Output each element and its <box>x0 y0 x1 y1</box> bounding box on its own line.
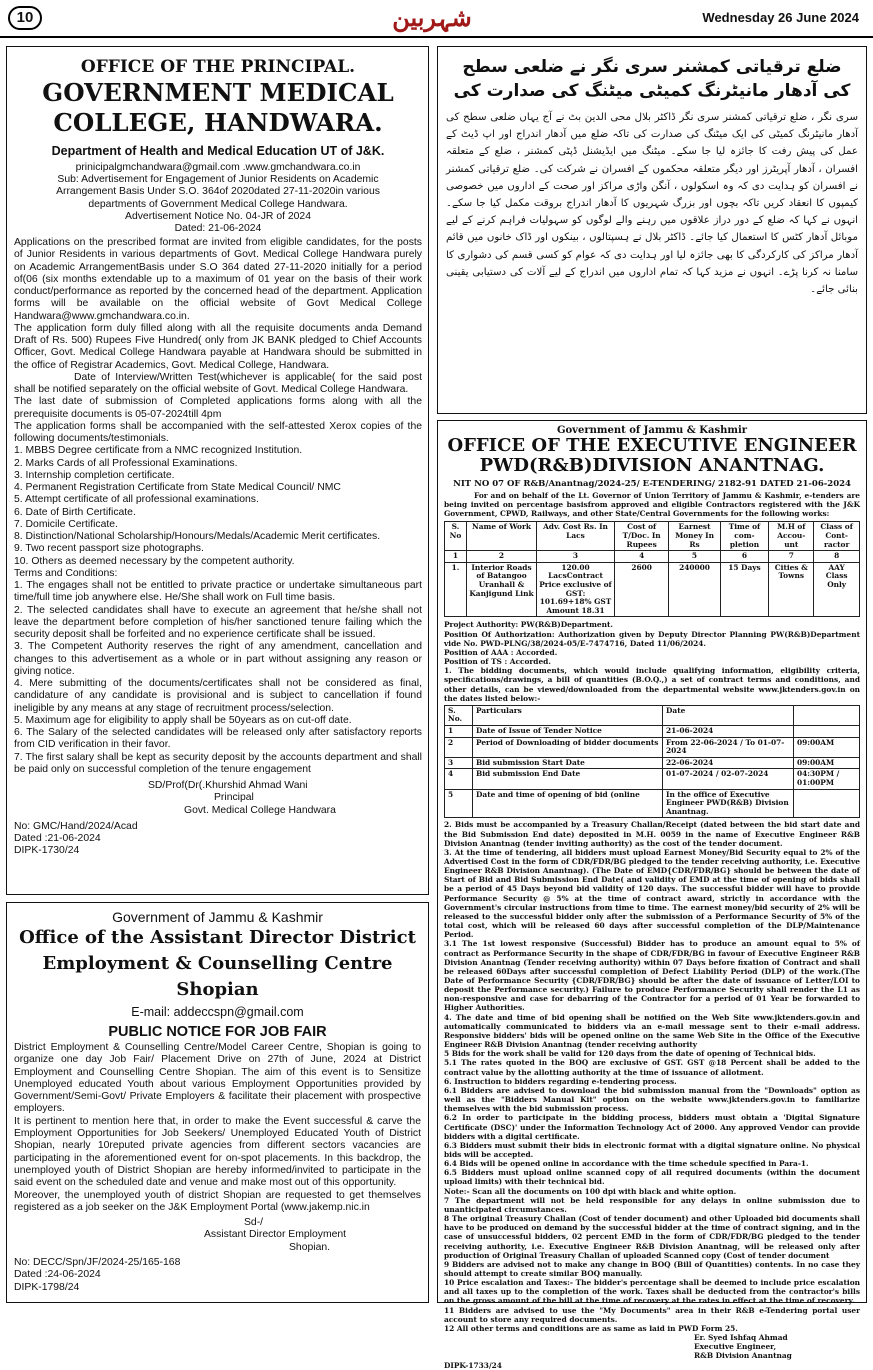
clause: 2. Bids must be accompanied by a Treasury Challan/Receipt (dated between the bid start date and the Bid Submission End date) deposited in M.H. 0059 in the name of Executive Engineer R&B Division Anantnag (tender inviting authority) as the cost of the tender document. <box>444 820 860 848</box>
header-cell: Date <box>663 705 794 725</box>
subject-line: departments of Government Medical College Handwara. <box>88 198 348 210</box>
paragraph: Project Authority: PW(R&B)Department. <box>444 620 613 630</box>
term-item: 1. The engages shall not be entitled to private practice or undertake simultaneous part time/full time job anywhere else. He/She shall work on Full time basis. <box>14 580 422 604</box>
document-item: 10. Others as deemed necessary by the competent authority. <box>14 555 295 567</box>
table-cell: Bid submission Start Date <box>473 757 663 769</box>
office-heading: OFFICE OF THE PRINCIPAL. <box>80 57 356 77</box>
table-cell: 120.00 LacsContract Price exclusive of GST: 101.69+18% GST Amount 18.31 <box>537 562 615 617</box>
table-cell: 1 <box>445 726 473 738</box>
reference-date: Dated :24-06-2024 <box>14 1269 101 1281</box>
notice-number: Advertisement Notice No. 04-JR of 2024 <box>125 210 311 222</box>
gmc-handwara-advertisement <box>6 46 429 895</box>
shopian-job-fair-advertisement <box>6 902 429 1303</box>
clause: 6. Instruction to bidders regarding e-tendering process. <box>444 1076 677 1086</box>
clause: 3.1 The 1st lowest responsive (Successful) Bidder has to produce an amount equal to 5% of contract as Performance Security in the shape of CDR/FDR/BG in favour of Executive Engineer R&B Division Anantnag (Tender receiving authority) within 07 Days before fixation of Contract and shall be released 60Days after successful completion of Defect Liability Period (DLP) of the work.(The Date of Performance Security {CDR/FDR/BG} should be after the date of issuance of Letter/LOI to deposit the Performance security.) Failure to produce Performance Security shall render the L1 as non-responsive and case for debarring of the Contractor for a period of 01 Year be forwarded to Higher Authorities. <box>444 939 860 1013</box>
schedule-table <box>444 705 860 819</box>
header-cell: Class of Cont-ractor <box>814 522 860 551</box>
office-title-line-2: PWD(R&B)DIVISION ANANTNAG. <box>479 455 825 476</box>
clause: 12 All other terms and conditions are as same as laid in PWD Form 25. <box>444 1323 738 1333</box>
page-masthead <box>0 0 873 38</box>
paragraph: It is pertinent to mention here that, in order to make the Event successful & carve the Employment Opportunities for Job Seekers/ Unemployed Educated Youth of District Shopian, nearly 10reputed private agencies from different sectors vacancies are participating in the aforementioned event for on-spot placements. In this backdrop, the unemployed youth of District Shopian are hereby informed/invited to participate in the said event on the scheduled date and venue and make most out of this opportunity. <box>14 1115 421 1189</box>
clause: 6.3 Bidders must submit their bids in electronic format with a digital signature online. No physical bids will be accepted. <box>444 1140 860 1159</box>
header-cell: S. No. <box>445 705 473 725</box>
table-cell: Date and time of opening of bid (online <box>473 789 663 818</box>
signatory-sd: Sd-/ <box>244 1217 264 1229</box>
header-cell: Cost of T/Doc. In Rupees <box>615 522 669 551</box>
document-item: 7. Domicile Certificate. <box>14 518 118 530</box>
table-cell: AAY Class Only <box>814 562 860 617</box>
index-cell: 3 <box>537 551 615 563</box>
document-item: 1. MBBS Degree certificate from a NMC recognized Institution. <box>14 445 303 457</box>
document-item: 8. Distinction/National Scholarship/Honours/Medals/Academic Merit certificates. <box>14 531 381 543</box>
office-title-line-1: Office of the Assistant Director District <box>19 927 416 948</box>
signatory-designation: Assistant Director Employment <box>204 1229 347 1241</box>
works-table <box>444 521 860 617</box>
table-cell: 3 <box>445 757 473 769</box>
clause: 5.1 The rates quoted in the BOQ are exclusive of GST. GST @18 Percent shall be added to the contract value by the allotting authority at the time of issuance of allotment. <box>444 1058 860 1077</box>
clause: 9 Bidders are advised not to make any change in BOQ (Bill of Quantities) contents. In no case they should attempt to create similar BOQ manually. <box>444 1259 860 1278</box>
notice-date: Dated: 21-06-2024 <box>174 223 262 235</box>
article-body: سری نگر ، ضلع ترقیاتی کمشنر سری نگر ڈاکٹر بلال محی الدین بٹ نے آج یہاں ضلعی سطح کی آدھار مانیٹرنگ کمیٹی کی ایک میٹنگ کی صدارت کی تاکہ ضلع میں آدھار اندراج اور اپ ڈیٹ کے عمل کی پیش رفت کا جائزہ لیا جا سکے۔ میٹنگ میں ایڈیشنل ڈپٹی کمشنر ، ضلع کے متعلقہ افسران ، آدھار آپریٹرز اور دیگر متعلقہ محکموں کے افسران نے شرکت کی۔ ضلع ترقیاتی کمشنر نے افسران کو ہدایت دی کہ وہ اسکولوں ، آنگن واڑی مراکز اور صحت کے اداروں میں خصوصی کیمپوں کا انعقاد کریں تاکہ بچوں اور بزرگ شہریوں کا آدھار اندراج بروقت مکمل کیا جا سکے۔ انہوں نے کہا کہ ضلع کے دور دراز علاقوں میں رہنے والے لوگوں کو سہولیات فراہم کرنے کے لیے موبائل آدھار کٹس کا استعمال کیا جائے۔ ڈاکٹر بلال نے ہسپتالوں ، بینکوں اور ڈاک خانوں میں قائم آدھار مراکز کی کارکردگی کا بھی جائزہ لیا اور ہدایت دی کہ عوام کو کسی قسم کی دشواری کا سامنا نہ کرنا پڑے۔ انہوں نے مزید کہا کہ تمام اداروں میں اندراج کے لیے آلات کی دستیابی یقینی بنائی جائے۔ <box>446 112 858 296</box>
table-cell: 1. <box>445 562 467 617</box>
pwd-anantnag-tender-notice <box>437 420 867 1370</box>
government-line: Government of Jammu & Kashmir <box>556 425 748 436</box>
paragraph: 1. The bidding documents, which would include qualifying information, eligibility criteria, specifications/drawings, a bill of quantities (B.O.Q.,) a set of contract terms and conditions, and other details, can be viewed/downloaded from the departmental website www.jktenders.gov.in on the dates listed below:- <box>444 666 860 703</box>
article-headline: ضلع ترقیاتی کمشنر سری نگر نے ضلعی سطح کی آدھار مانیٹرنگ کمیٹی میٹنگ کی صدارت کی <box>453 57 851 101</box>
clause: Note:- Scan all the documents on 100 dpi with black and white option. <box>444 1186 737 1196</box>
dipk-number: DIPK-1733/24 <box>444 1360 502 1370</box>
table-cell: Interior Roads of Batangoo Uranhall & Kanjigund Link <box>467 562 537 617</box>
header-cell: M.H of Accou-unt <box>769 522 814 551</box>
table-cell: In the office of Executive Engineer PWD(R&B) Division Anantnag. <box>663 789 794 818</box>
reference-number: No: GMC/Hand/2024/Acad <box>14 820 138 832</box>
office-title-line-1: OFFICE OF THE EXECUTIVE ENGINEER <box>447 435 857 456</box>
index-cell: 2 <box>467 551 537 563</box>
term-item: 2. The selected candidates shall have to execute an agreement that he/she shall not leave the department before completion of his/her sanctioned tenure failing which the security deposit shall be forfeited and no experience certificate shall be issued. <box>14 604 422 641</box>
clause: 6.2 In order to participate in the bidding process, bidders must obtain a 'Digital Signature Certificate (DSC)' under the Information Technology Act of 2000. Any approved Vendor can provide bidders with a digital certificate. <box>444 1113 860 1141</box>
paragraph: Position of TS : Accorded. <box>444 657 551 667</box>
advertisement-body <box>14 237 422 858</box>
issue-date: Wednesday 26 June 2024 <box>702 10 859 25</box>
dipk-number: DIPK-1798/24 <box>14 1281 80 1293</box>
table-cell: 2 <box>445 737 473 757</box>
table-cell: Date of Issue of Tender Notice <box>473 726 663 738</box>
index-cell: 7 <box>769 551 814 563</box>
term-item: 6. The Salary of the selected candidates will be released only after satisfactory reports from CID verification in their favor. <box>14 727 422 751</box>
paragraph: The application forms shall be accompanied with the self-attested Xerox copies of the following documents/testimonials. <box>14 420 422 445</box>
table-cell: Bid submission End Date <box>473 769 663 789</box>
urdu-news-article <box>437 46 867 414</box>
term-item: 7. The first salary shall be kept as security deposit by the accounts department and shall be paid only on successful completion of the tenure engagement <box>14 751 422 775</box>
signatory-name: Er. Syed Ishfaq Ahmad <box>694 1333 788 1343</box>
department-line: Department of Health and Medical Education UT of J&K. <box>51 144 385 158</box>
table-cell: 4 <box>445 769 473 789</box>
college-title-line-2: COLLEGE, HANDWARA. <box>53 108 383 137</box>
office-title-line-2: Employment & Counselling Centre Shopian <box>42 953 393 1000</box>
dipk-number: DIPK-1730/24 <box>14 845 80 857</box>
document-item: 6. Date of Birth Certificate. <box>14 506 136 518</box>
index-cell: 8 <box>814 551 860 563</box>
index-cell: 1 <box>445 551 467 563</box>
reference-number: No: DECC/Spn/JF/2024-25/165-168 <box>14 1257 181 1269</box>
clause: 11 Bidders are advised to use the "My Documents" area in their R&B e-Tendering portal user account to store any required documents. <box>444 1305 860 1324</box>
page-number: 10 <box>8 6 42 30</box>
term-item: 3. The Competent Authority reserves the right of any amendment, cancellation and changes to this advertisement as a whole or in part without assigning any reason or giving notice. <box>14 641 422 677</box>
header-cell: Earnest Money In Rs <box>669 522 720 551</box>
schedule-table-header <box>445 705 860 725</box>
document-item: 2. Marks Cards of all Professional Examinations. <box>14 457 238 469</box>
table-cell: 240000 <box>669 562 720 617</box>
clause: 7 The department will not be held responsible for any delays in online submission due to unanticipated circumstances. <box>444 1195 860 1214</box>
header-cell: S. No <box>445 522 467 551</box>
clause: 3. At the time of tendering, all bidders must upload Earnest Money/Bid Security equal to 2% of the Advertised Cost in the form of CDR/FDR/BG pledged to the tender receiving authority, i.e. Executive Engineer R&B Division Anantnag). (The Date of EMD{CDR/FDR/BG} should be between the date of Start of Bid and Bid Submission End Date( and validity of EMD at the time of opening of bids shall be a period of 45 Days beyond bid validity of 120 days. The successful bidder will have to provide Performance Security @ 5% at the time of contract award, strictly in accordance with the Government's circular instructions from time to time. The earnest money/bid security of 2% will be released to the successful bidder only after the submission of a Performance Security of 5% of the total cost, which will be released 60 days after successful completion of the DLP/Maintenance Period. <box>444 847 860 940</box>
paragraph: Position Of Authorization: Authorization given by Deputy Director Planning PW(R&B)Department vide No. PWD-PLNG/38/2024-05/E-7474716, Dated 11/06/2024. <box>444 629 860 648</box>
terms-heading: Terms and Conditions: <box>14 567 118 579</box>
works-table-header <box>445 522 860 551</box>
newspaper-logo: شہربین <box>392 3 472 32</box>
schedule-row <box>445 737 860 757</box>
notice-body <box>14 1042 421 1294</box>
index-cell: 6 <box>720 551 769 563</box>
authorization-block <box>444 620 860 702</box>
signatory-office: R&B Division Anantnag <box>694 1351 792 1361</box>
paragraph: Position of AAA : Accorded. <box>444 647 558 657</box>
signatory-designation: Executive Engineer, <box>694 1342 777 1352</box>
paragraph: Applications on the prescribed format are invited from eligible candidates, for the posts of Junior Residents in various departments of Govt. Medical College Handwara purely on Academic ArrangementBasis under S.O 364 dated 27-11-2020 initially for a period of(06 (six months extendable up to a maximum of 01 year on the basis of their work conduct/performance as reported by the concerned head of the department. Application forms will be available on the official website of Govt Medical College Handwara@www.gmchandwara.co.in. <box>14 237 422 322</box>
signatory-name: SD/Prof(Dr(.Khurshid Ahmad Wani <box>148 780 308 792</box>
table-cell: 22-06-2024 <box>663 757 794 769</box>
table-cell: Cities & Towns <box>769 562 814 617</box>
notice-heading: PUBLIC NOTICE FOR JOB FAIR <box>108 1024 327 1040</box>
contact-line: prinicipalgmchandwara@gmail.com .www.gmchandwara.co.in <box>75 162 361 173</box>
document-item: 4. Permanent Registration Certificate from State Medical Council/ NMC <box>14 482 341 494</box>
index-cell: 4 <box>615 551 669 563</box>
schedule-row <box>445 769 860 789</box>
clause: 8 The original Treasury Challan (Cost of tender document) and other Uploaded bid documents shall have to be produced on demand by the successful bidder at the time of contract signing, and in the case of unsuccessful bidders, 02 percent EMD in the form of CDR/FDR/BG pledged to the tender receiving authority, i.e. Executive Engineer R&B Division Anantnag, will be released only after production of Original Treasury Challan of uploaded Scanned copy (Cost of tender document <box>444 1214 860 1260</box>
table-cell <box>794 789 860 818</box>
subject-line: Arrangement Basis Under S.O. 364of 2020dated 27-11-2020in various <box>56 186 380 198</box>
document-item: 5. Attempt certificate of all professional examinations. <box>14 494 259 506</box>
subject-block <box>14 162 422 235</box>
paragraph: District Employment & Counselling Centre/Model Career Centre, Shopian is going to organize one day Job Fair/ Placement Drive on 27th of June, 2024 at District Employment and Counselling Centre Shopian. The aim of this event is to Sensitize Unemployed educated Youth about various Employment Opportunities provided by Government/Semi-Govt/ Private Employers & facilitate their placement with prospective employers. <box>14 1042 421 1115</box>
table-cell: Period of Downloading of bidder documents <box>473 737 663 757</box>
paragraph: Moreover, the unemployed youth of district Shopian are requested to get themselves registered as a job seeker on the J&K Employment Portal (www.jakemp.nic.in <box>14 1189 421 1213</box>
subject-line: Sub: Advertisement for Engagement of Junior Residents on Academic <box>57 174 379 186</box>
works-table-index <box>445 551 860 563</box>
header-cell: Particulars <box>473 705 663 725</box>
paragraph: The last date of submission of Completed applications forms along with all the prerequisite documents is 05-07-2024till 4pm <box>14 396 422 420</box>
paragraph: Date of Interview/Written Test(whichever is applicable( for the said post shall be notified separately on the official website of Govt. Medical College Handwara. <box>14 371 422 396</box>
college-title-line-1: GOVERNMENT MEDICAL <box>42 78 394 107</box>
paragraph: The application form duly filled along with all the requisite documents anda Demand Draft of Rs. 500) Rupees Five Hundred( only from JK BANK pledged to Chief Accounts Officer, Govt. Medical College Handwara payable at Handwara should be submitted in the office of Registrar Academics, Govt. Medical College, Handwara. <box>14 322 422 371</box>
government-line: Government of Jammu & Kashmir <box>112 909 323 925</box>
clause: 6.5 Bidders must upload online scanned copy of all required documents (within the document upload limits) with their technical bid. <box>444 1168 860 1187</box>
signatory-designation: Principal <box>214 792 254 804</box>
header-cell: Time of com-pletion <box>720 522 769 551</box>
reference-date: Dated :21-06-2024 <box>14 833 101 845</box>
works-table-row <box>445 562 860 617</box>
schedule-row <box>445 757 860 769</box>
term-item: 4. Mere submitting of the documents/certificates shall not be considered as final, candidature of any candidate is provisional and is subject to cancellation if found ineligible by any means at any stage of recruitment process/selection. <box>14 678 422 714</box>
signatory-office: Shopian. <box>289 1241 331 1253</box>
table-cell: 5 <box>445 789 473 818</box>
term-item: 5. Maximum age for eligibility to apply shall be 50years as on cut-off date. <box>14 714 352 726</box>
schedule-row <box>445 789 860 818</box>
table-cell: 21-06-2024 <box>663 726 794 738</box>
document-item: 9. Two recent passport size photographs. <box>14 543 204 555</box>
schedule-row <box>445 726 860 738</box>
clause: 4. The date and time of bid opening shall be notified on the Web Site www.jktenders.gov.in and automatically communicated to bidders via an e-mail message sent to their e-mail address. Responsive bidders' bids will be opened online on the same Web Site in the Office of the Executive Engineer R&B Division Anantnag (tender receiving authority <box>444 1012 860 1050</box>
clause: 10 Price escalation and Taxes:- The bidder's percentage shall be deemed to include price escalation and all taxes up to the completion of the work. Taxes shall be deducted from the contractor's bills on the gross amount of the bill at the time of recovery at the rates in effect at the time of recovery. <box>444 1278 860 1306</box>
table-cell: 09:00AM <box>794 737 860 757</box>
office-email: E-mail: addeccspn@gmail.com <box>131 1005 304 1019</box>
clause: 6.4 Bids will be opened online in accordance with the time schedule specified in Para-1. <box>444 1159 809 1169</box>
table-cell: 15 Days <box>720 562 769 617</box>
signatory-office: Govt. Medical College Handwara <box>184 804 336 816</box>
clause: 5 Bids for the work shall be valid for 120 days from the date of opening of Technical bids. <box>444 1049 816 1059</box>
clause: 6.1 Bidders are advised to download the bid submission manual from the "Downloads" option as well as the "Bidders Manual Kit" option on the website www.jktenders.gov.in to familiarize themselves with the bid submission process. <box>444 1085 860 1114</box>
table-cell: 01-07-2024 / 02-07-2024 <box>663 769 794 789</box>
index-cell: 5 <box>669 551 720 563</box>
header-cell: Name of Work <box>467 522 537 551</box>
nit-number: NIT NO 07 OF R&B/Anantnag/2024-25/ E-TENDERING/ 2182-91 DATED 21-06-2024 <box>453 479 851 489</box>
table-cell: 04:30PM / 01:00PM <box>794 769 860 789</box>
tender-clauses <box>444 820 860 1369</box>
table-cell <box>794 726 860 738</box>
table-cell: 2600 <box>615 562 669 617</box>
header-cell <box>794 705 860 725</box>
table-cell: From 22-06-2024 / To 01-07-2024 <box>663 737 794 757</box>
tender-intro: For and on behalf of the Lt. Governor of Union Territory of Jammu & Kashmir, e-tenders are being invited on percentage basisfrom approved and eligible Contractors registered with the J&K Government, CPWD, Railways, and other State/Central Governments for the following works: <box>444 491 860 519</box>
table-cell: 09:00AM <box>794 757 860 769</box>
header-cell: Adv. Cost Rs. In Lacs <box>537 522 615 551</box>
document-item: 3. Internship completion certificate. <box>14 469 175 481</box>
